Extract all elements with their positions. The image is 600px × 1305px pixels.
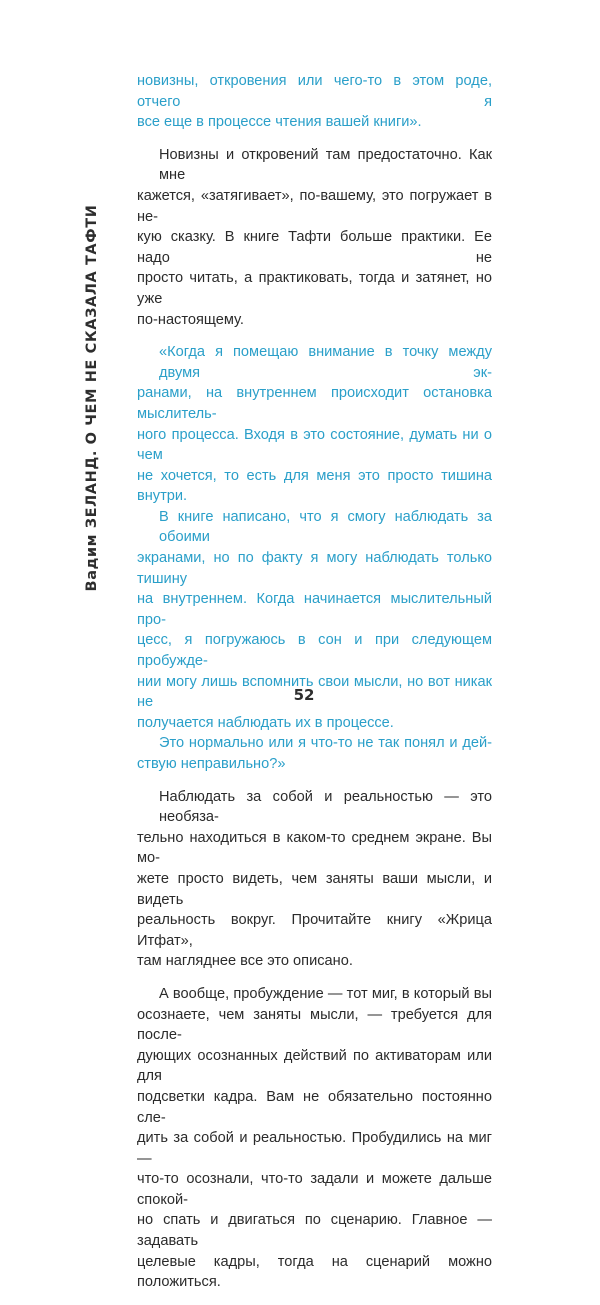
reader-question-paragraph xyxy=(137,342,492,774)
text-line: ранами, на внутреннем происходит остановка мыслитель- xyxy=(137,385,492,422)
text-line: получается наблюдать их в процессе. xyxy=(137,714,394,731)
text-line: тельно находиться в каком-то среднем экране. Вы мо- xyxy=(137,829,492,867)
text-line: дить за собой и реальностью. Пробудились на миг — xyxy=(137,1130,492,1167)
text-line: по-настоящему. xyxy=(137,311,244,328)
text-line: осознаете, чем заняты мысли, — требуется для после- xyxy=(137,1006,492,1044)
text-line: цесс, я погружаюсь в сон и при следующем пробужде- xyxy=(137,632,492,670)
text-line: нии могу лишь вспомнить свои мысли, но вот никак не xyxy=(137,673,492,711)
text-line: но спать и двигаться по сценарию. Главное — задавать xyxy=(137,1212,492,1250)
text-line: на внутреннем. Когда начинается мыслительный про- xyxy=(137,591,492,628)
text-line: кую сказку. В книге Тафти больше практики. Ее надо не xyxy=(137,229,492,266)
text-line: подсветки кадра. Вам не обязательно постоянно сле- xyxy=(137,1088,492,1126)
text-line: ного процесса. Входя в это состояние, думать ни о чем xyxy=(137,426,492,464)
text-line: новизны, откровения или чего-то в этом роде, отчего я xyxy=(137,73,492,110)
text-line: Новизны и откровений там предостаточно. Как мне xyxy=(159,146,492,184)
page-number: 52 xyxy=(293,686,315,704)
body-paragraph xyxy=(137,145,492,330)
text-line: В книге написано, что я смогу наблюдать за обоими xyxy=(159,508,492,546)
text-line: Наблюдать за собой и реальностью — это необяза- xyxy=(159,788,492,826)
text-line: просто читать, а практиковать, тогда и затянет, но уже xyxy=(137,270,492,307)
text-line: там нагляднее все это описано. xyxy=(137,953,353,970)
text-line: реальность вокруг. Прочитайте книгу «Жрица Итфат», xyxy=(137,912,492,949)
text-line: целевые кадры, тогда на сценарий можно положиться. xyxy=(137,1253,492,1291)
text-line: Это нормально или я что-то не так понял и дей- xyxy=(159,735,492,752)
text-line: А вообще, пробуждение — тот миг, в который вы xyxy=(159,985,492,1002)
text-line: все еще в процессе чтения вашей книги». xyxy=(137,114,422,131)
text-line: дующих осознанных действий по активаторам или для xyxy=(137,1047,492,1085)
text-line: что-то осознали, что-то задали и можете дальше спокой- xyxy=(137,1171,492,1208)
text-line: экранами, но по факту я могу наблюдать только тишину xyxy=(137,550,492,587)
text-line: жете просто видеть, чем заняты ваши мысли, и видеть xyxy=(137,870,492,908)
text-line: «Когда я помещаю внимание в точку между двумя эк- xyxy=(159,344,492,381)
running-head: Вадим ЗЕЛАНД. О ЧЕМ НЕ СКАЗАЛА ТАФТИ xyxy=(84,204,100,592)
text-line: кажется, «затягивает», по-вашему, это погружает в не- xyxy=(137,187,492,225)
text-line: ствую неправильно?» xyxy=(137,756,286,772)
text-line: не хочется, то есть для меня это просто тишина внутри. xyxy=(137,467,492,505)
body-paragraph xyxy=(137,787,492,972)
body-paragraph xyxy=(137,984,492,1293)
quoted-text-paragraph xyxy=(137,71,492,133)
